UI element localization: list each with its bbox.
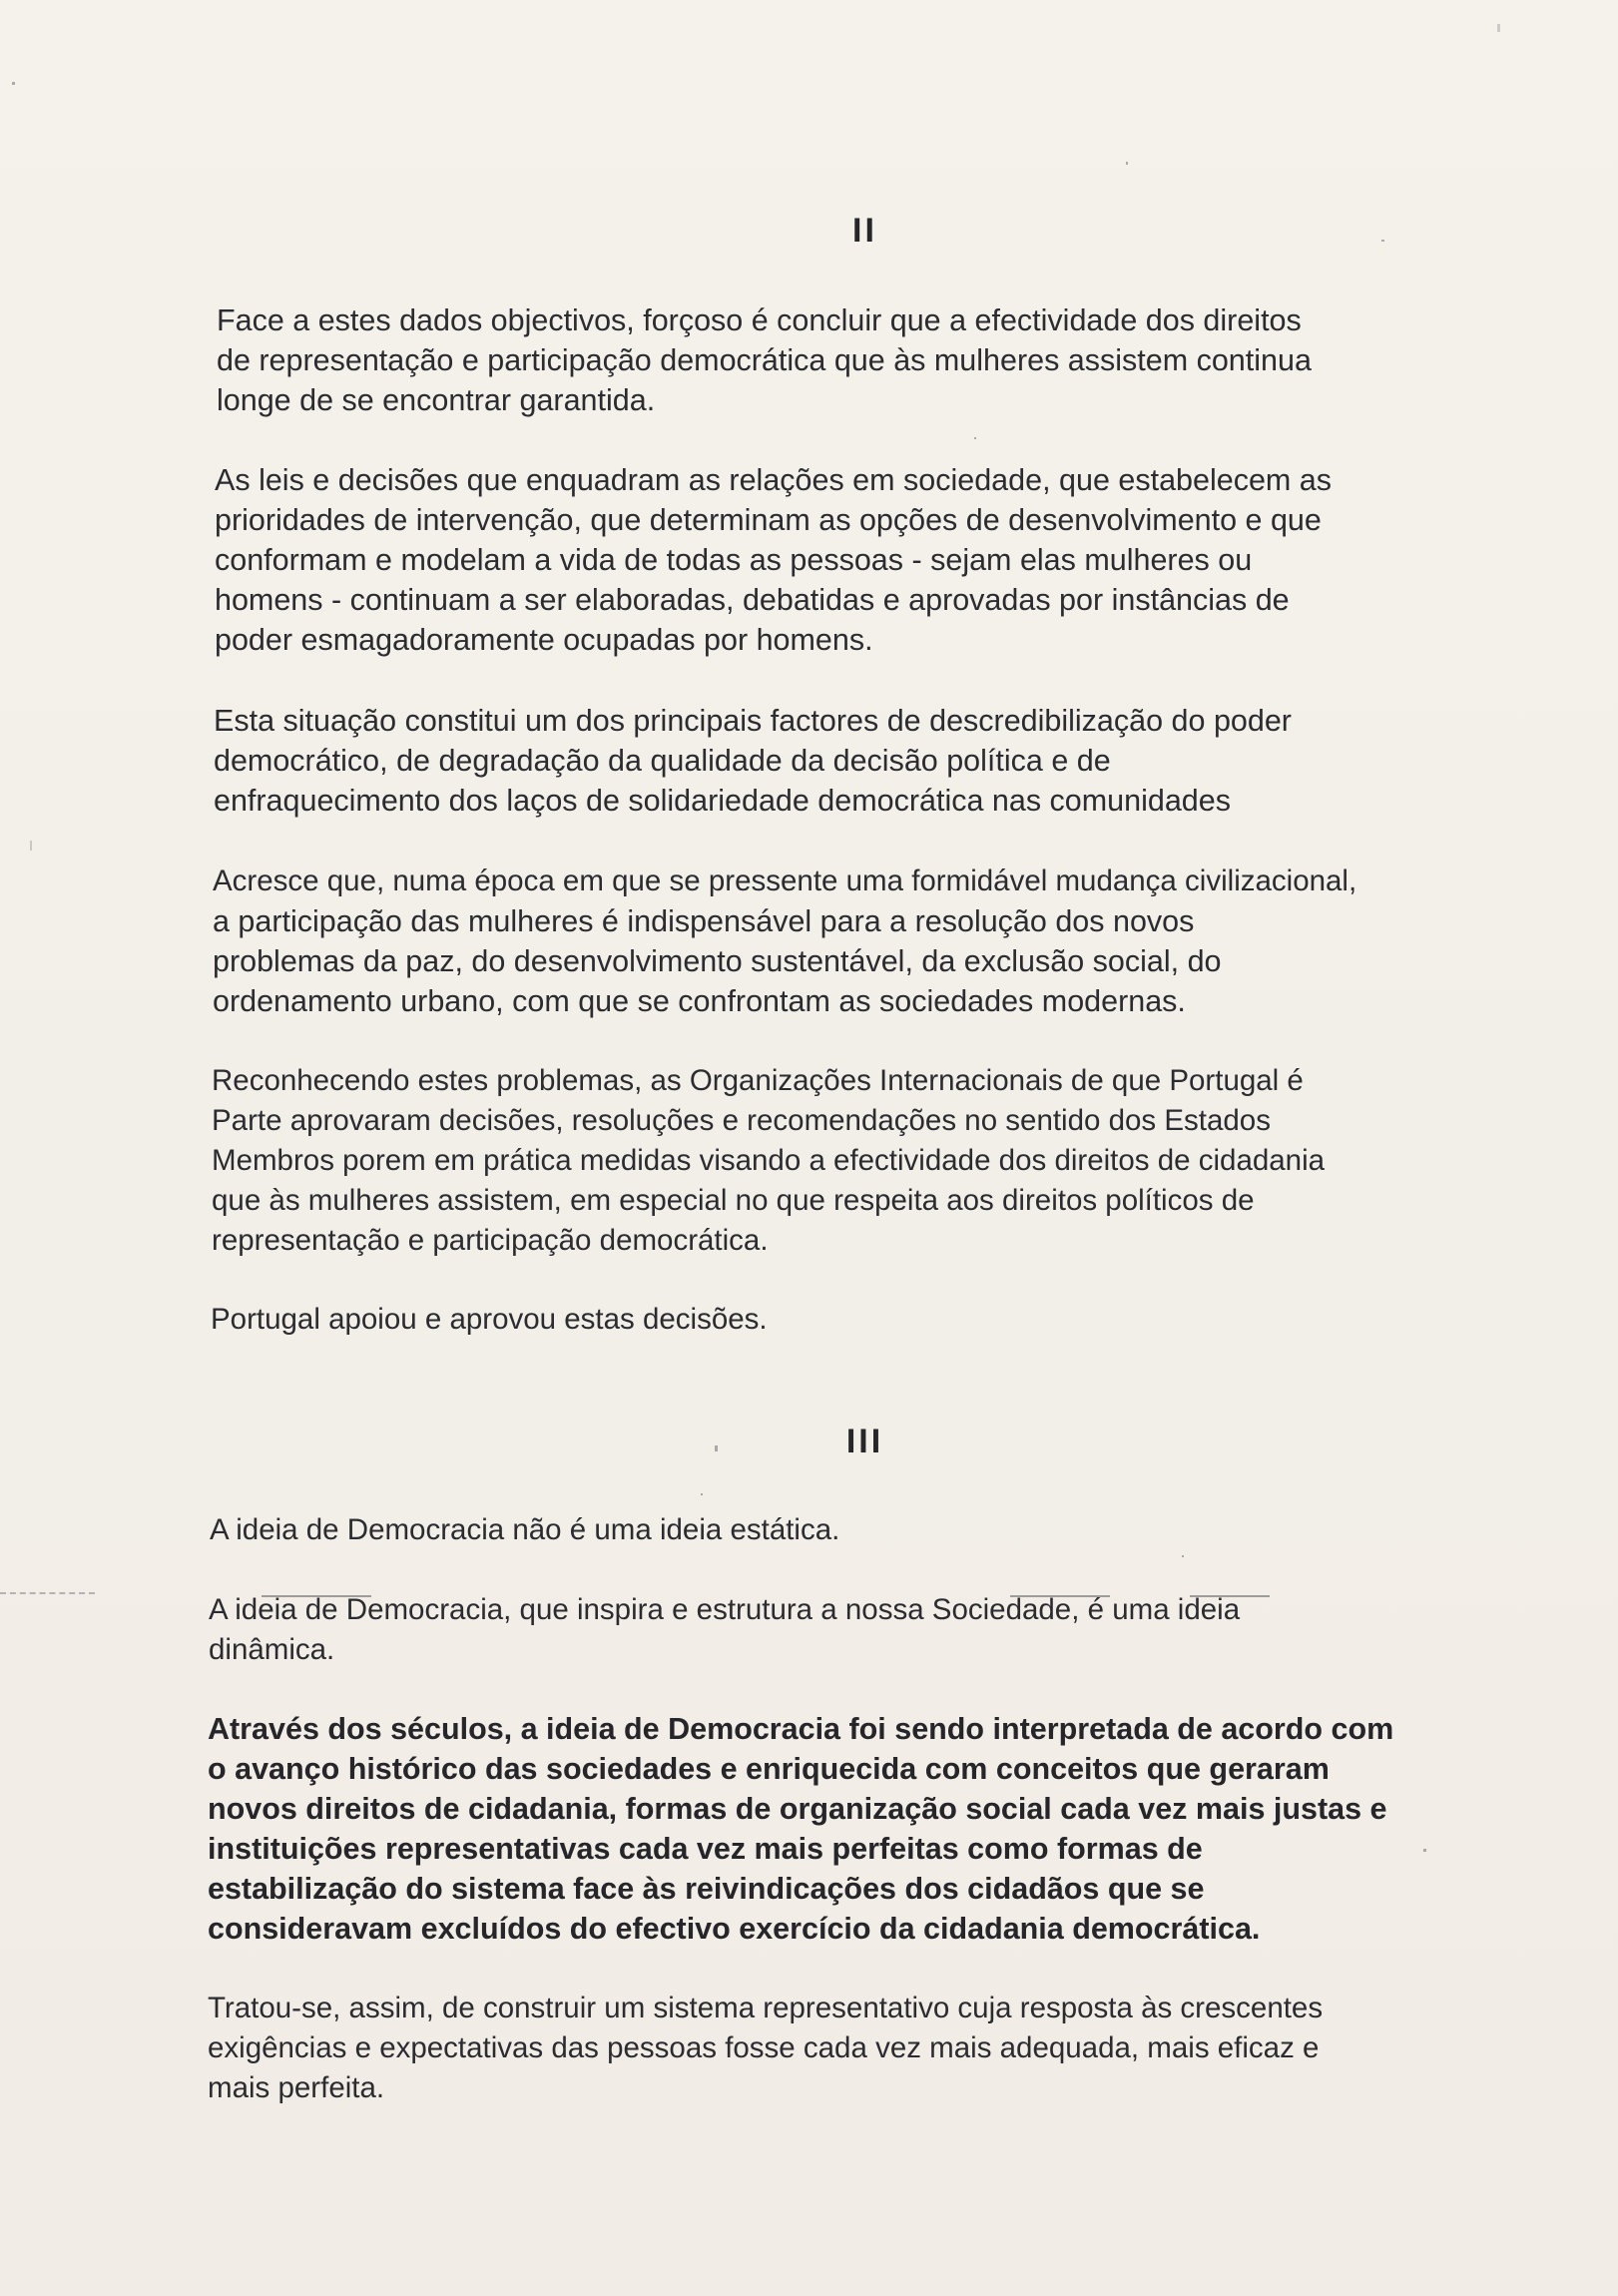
paragraph-ii-5 — [212, 1061, 1325, 1261]
paragraph-ii-3 — [214, 701, 1292, 821]
paragraph-ii-4 — [213, 861, 1356, 1021]
scan-speck — [1497, 24, 1500, 32]
text-line: enfraquecimento dos laços de solidariedade democrática nas comunidades — [214, 784, 1231, 818]
paragraph-ii-2 — [215, 460, 1332, 660]
text-line: Acresce que, numa época em que se pressente uma formidável mudança civilizacional, — [213, 864, 1357, 897]
scan-speck — [12, 82, 15, 85]
text-line: prioridades de intervenção, que determinam as opções de desenvolvimento e que — [215, 503, 1322, 537]
text-line: As leis e decisões que enquadram as relações em sociedade, que estabelecem as — [215, 463, 1332, 497]
text-line: instituições representativas cada vez mais perfeitas como formas de — [208, 1832, 1203, 1866]
text-line: longe de se encontrar garantida. — [217, 383, 656, 417]
text-line: Parte aprovaram decisões, resoluções e recomendações no sentido dos Estados — [212, 1104, 1271, 1137]
scan-speck — [1182, 1555, 1184, 1557]
scan-speck — [30, 841, 32, 851]
text-line: homens - continuam a ser elaboradas, debatidas e aprovadas por instâncias de — [215, 583, 1290, 617]
text-line: Através dos séculos, a ideia de Democracia foi sendo interpretada de acordo com — [208, 1712, 1394, 1746]
text-line: ordenamento urbano, com que se confrontam as sociedades modernas. — [213, 984, 1186, 1018]
scan-speck — [1423, 1849, 1426, 1852]
text-line: A ideia de Democracia, que inspira e estrutura a nossa Sociedade, é uma ideia — [209, 1593, 1241, 1626]
paragraph-ii-6 — [211, 1300, 768, 1340]
text-line: Portugal apoiou e aprovou estas decisões. — [211, 1303, 768, 1336]
text-line: exigências e expectativas das pessoas fosse cada vez mais adequada, mais eficaz e — [208, 2031, 1320, 2064]
paragraph-ii-1 — [217, 300, 1312, 420]
text-line: o avanço histórico das sociedades e enriquecida com conceitos que geraram — [208, 1752, 1330, 1786]
section-heading-iii: III — [845, 1423, 884, 1460]
text-line: de representação e participação democrática que às mulheres assistem continua — [217, 343, 1312, 377]
text-line: novos direitos de cidadania, formas de organização social cada vez mais justas e — [208, 1792, 1387, 1826]
section-heading-ii: II — [852, 212, 877, 250]
paragraph-iii-3 — [208, 1709, 1393, 1949]
text-line: a participação das mulheres é indispensável para a resolução dos novos — [213, 904, 1195, 938]
text-line: consideravam excluídos do efectivo exercício da cidadania democrática. — [208, 1912, 1261, 1946]
text-line: democrático, de degradação da qualidade da decisão política e de — [214, 744, 1111, 778]
text-line: Membros porem em prática medidas visando a efectividade dos direitos de cidadania — [212, 1144, 1326, 1177]
text-line: Face a estes dados objectivos, forçoso é concluir que a efectividade dos direitos — [217, 303, 1302, 337]
text-line: Reconhecendo estes problemas, as Organizações Internacionais de que Portugal é — [212, 1064, 1304, 1097]
paragraph-iii-2 — [209, 1590, 1240, 1670]
text-line: que às mulheres assistem, em especial no que respeita aos direitos políticos de — [212, 1184, 1255, 1217]
text-line: Tratou-se, assim, de construir um sistema representativo cuja resposta às crescentes — [208, 1992, 1324, 2024]
scan-dash-line — [0, 1592, 95, 1594]
scan-speck — [974, 437, 976, 439]
scan-speck — [1126, 162, 1128, 165]
text-line: poder esmagadoramente ocupadas por homens. — [215, 623, 873, 657]
text-line: conformam e modelam a vida de todas as pessoas - sejam elas mulheres ou — [215, 543, 1253, 577]
text-line: estabilização do sistema face às reivindicações dos cidadãos que se — [208, 1872, 1205, 1906]
text-line: representação e participação democrática. — [212, 1224, 769, 1257]
text-line: problemas da paz, do desenvolvimento sustentável, da exclusão social, do — [213, 944, 1222, 978]
text-line: mais perfeita. — [208, 2071, 385, 2104]
text-line: A ideia de Democracia não é uma ideia estática. — [210, 1513, 840, 1546]
paragraph-iii-4 — [208, 1989, 1323, 2108]
text-line: Esta situação constitui um dos principais factores de descredibilização do poder — [214, 704, 1292, 738]
text-line: dinâmica. — [209, 1633, 335, 1666]
scan-speck — [701, 1493, 703, 1495]
paragraph-iii-1 — [210, 1510, 839, 1550]
